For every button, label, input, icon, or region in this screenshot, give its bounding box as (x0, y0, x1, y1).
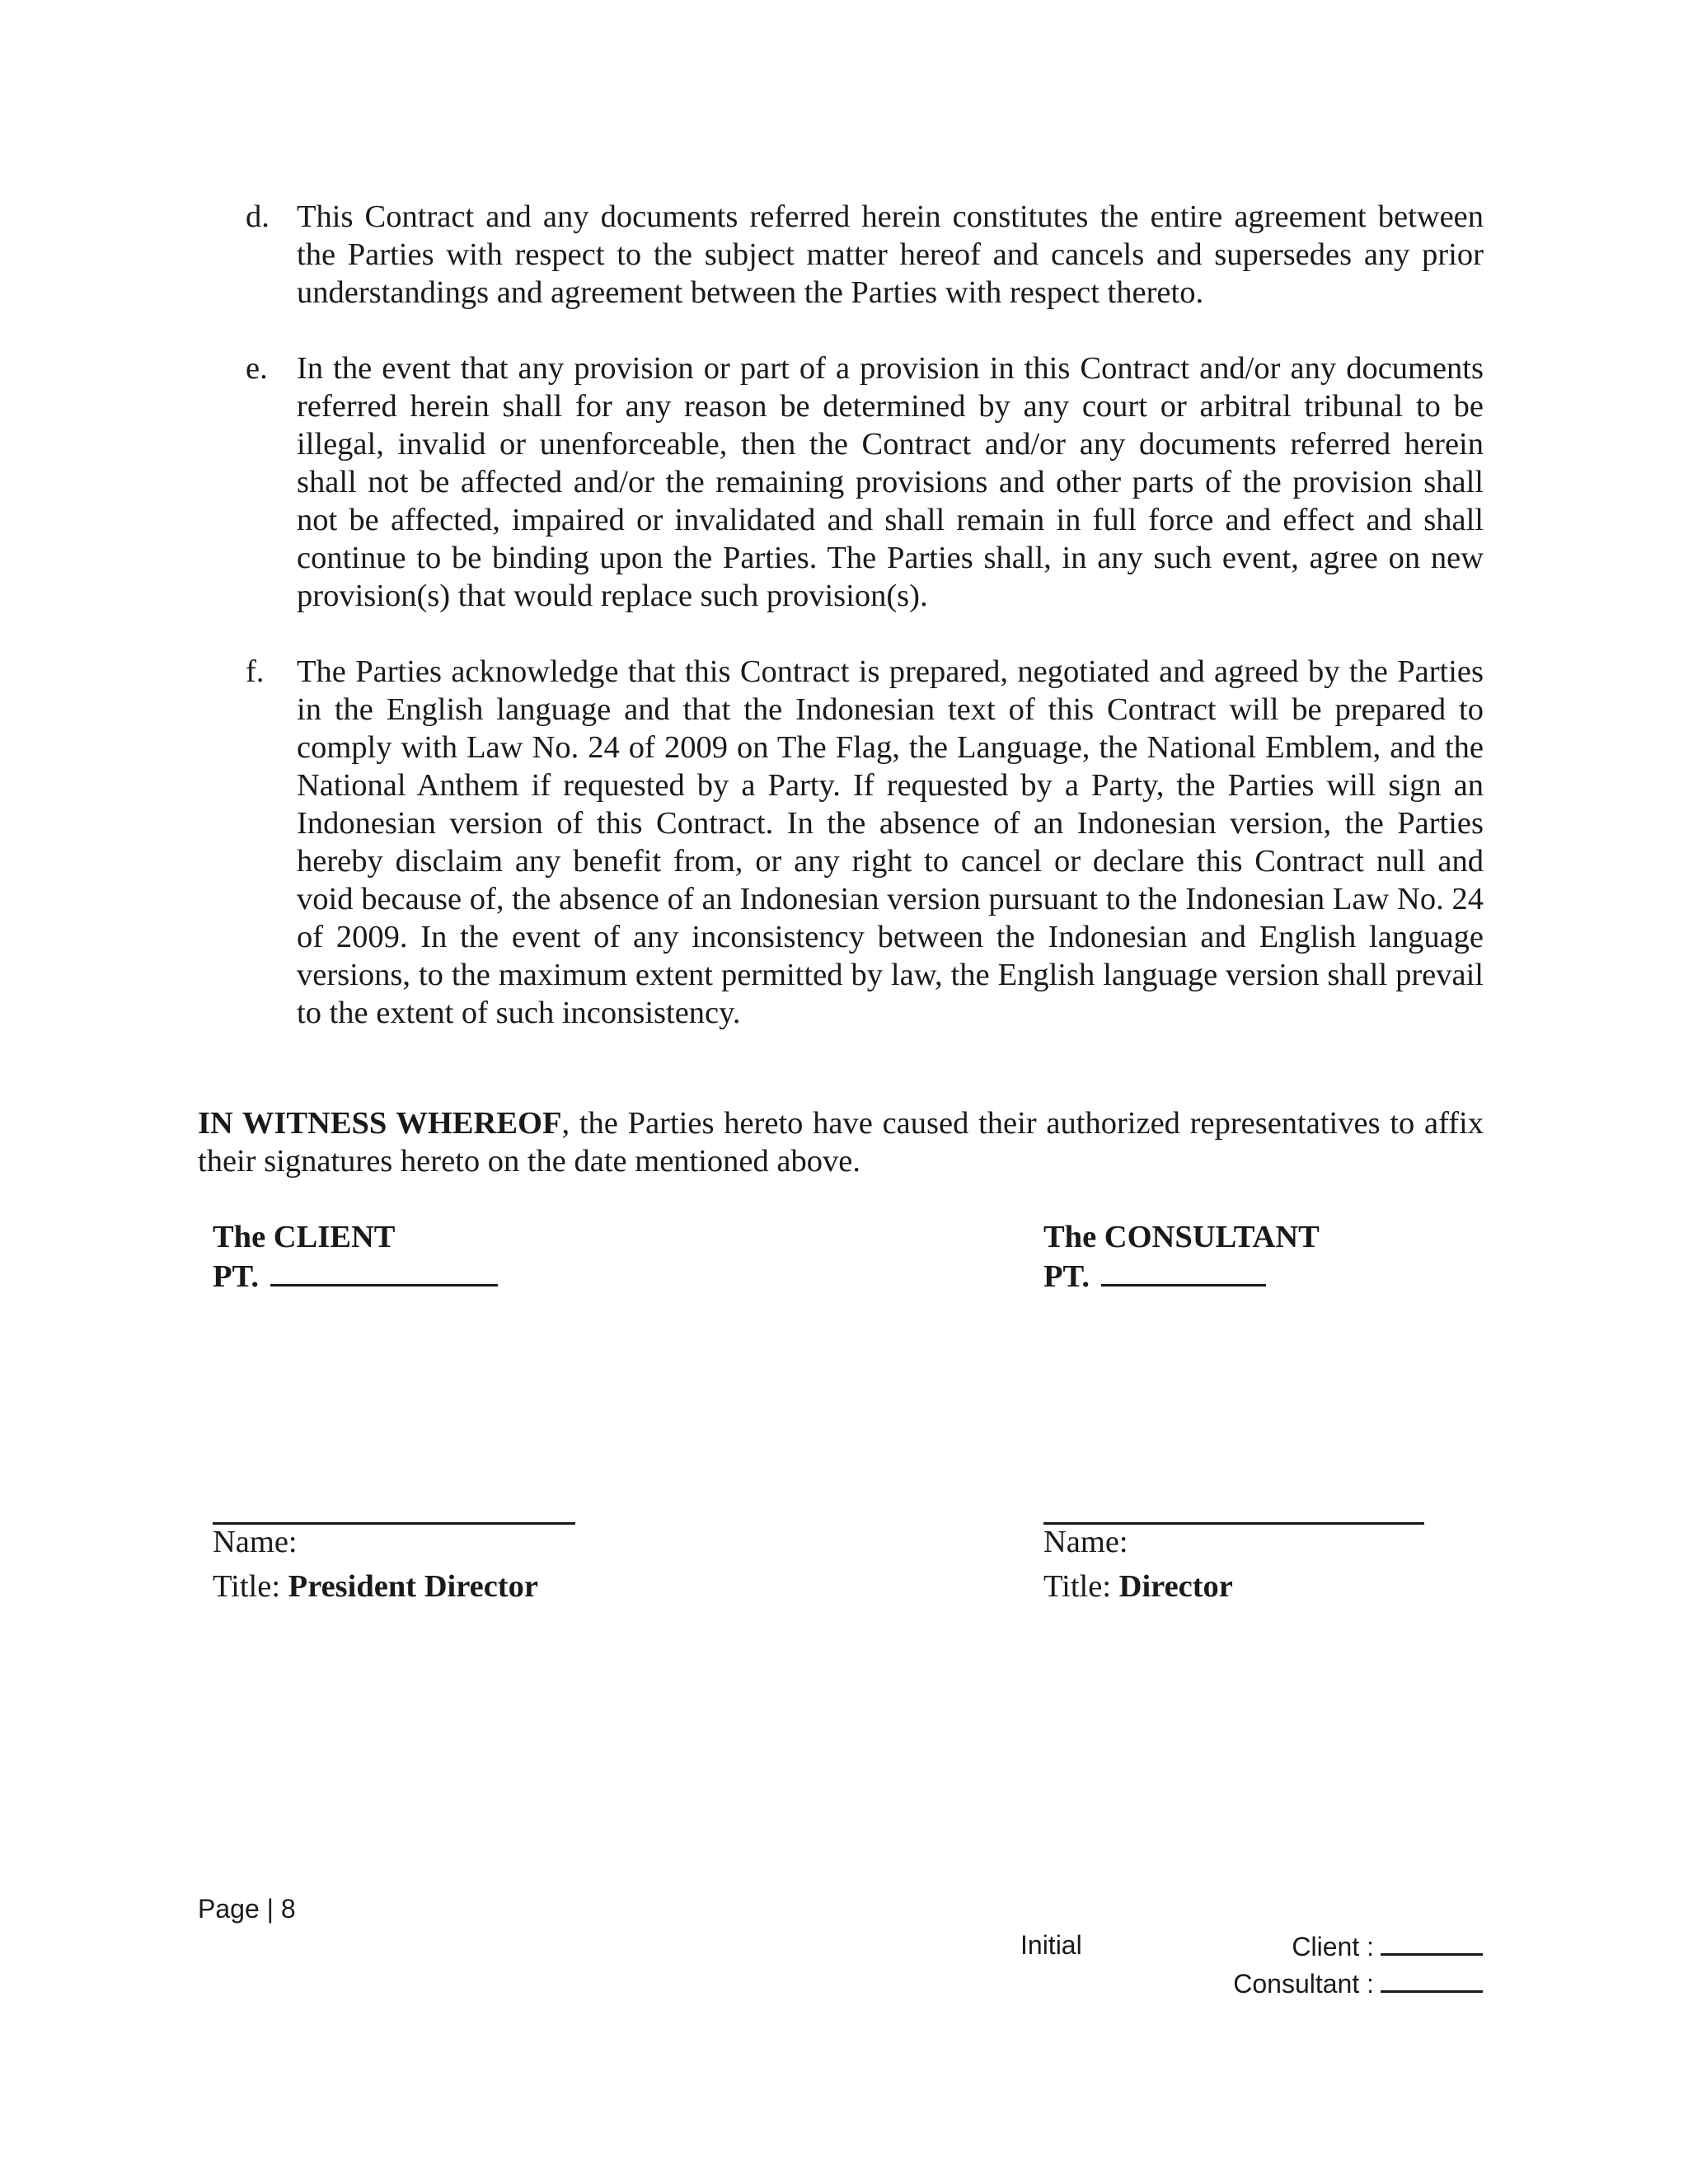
client-company-blank (270, 1256, 498, 1286)
client-signatory (213, 1523, 538, 1612)
initial-consultant-label: Consultant : (1233, 1969, 1374, 1999)
clause-text: The Parties acknowledge that this Contract is prepared, negotiated and agreed by the Parties in the English language and that the Indonesian text of this Contract will be prepared to comply with Law No. 24 of 2009 on The Flag, the Language, the National Emblem, and the National Anthem if requested by a Party. If requested by a Party, the Parties will sign an Indonesian version of this Contract. In the absence of an Indonesian version, the Parties hereby disclaim any benefit from, or any right to cancel or declare this Contract null and void because of, the absence of an Indonesian version pursuant to the Indonesian Law No. 24 of 2009. In the event of any inconsistency between the Indonesian and English language versions, to the maximum extent permitted by law, the English language version shall prevail to the extent of such inconsistency. (297, 654, 1484, 1030)
consultant-company-blank (1101, 1256, 1266, 1286)
clause-f (246, 653, 1484, 1032)
consultant-party-block (1043, 1218, 1320, 1296)
initial-label: Initial (1020, 1930, 1082, 1960)
initial-client-label: Client : (1292, 1932, 1374, 1961)
initial-consultant-row (1233, 1966, 1483, 2000)
initial-client-row (1292, 1929, 1483, 1963)
client-name-label: Name: (213, 1525, 298, 1559)
client-title-row (213, 1568, 538, 1612)
consultant-company-prefix: PT. (1043, 1259, 1090, 1294)
consultant-title-row (1043, 1568, 1233, 1612)
consultant-title-value: Director (1118, 1569, 1233, 1604)
client-heading: The CLIENT (213, 1220, 396, 1254)
clause-d (246, 198, 1484, 312)
client-party-block (213, 1218, 498, 1296)
page-number: Page | 8 (198, 1894, 296, 1924)
initial-client-blank (1381, 1929, 1483, 1956)
clause-text: This Contract and any documents referred herein constitutes the entire agreement between the Parties with respect to the subject matter hereof and cancels and supersedes any prior understandings and agreement between the Parties with respect thereto. (297, 199, 1484, 310)
witness-paragraph (198, 1104, 1484, 1180)
clause-label: f. (246, 654, 265, 689)
client-title-label: Title: (213, 1569, 281, 1604)
consultant-signatory (1043, 1523, 1233, 1612)
witness-text: , the Parties hereto have caused their authorized representatives to affix their signatures hereto on the date mentioned above. (198, 1106, 1484, 1179)
consultant-title-label: Title: (1043, 1569, 1112, 1604)
consultant-company-line (1043, 1256, 1320, 1296)
witness-lead: IN WITNESS WHEREOF (198, 1106, 562, 1141)
client-company-prefix: PT. (213, 1259, 259, 1294)
initial-consultant-blank (1381, 1966, 1483, 1993)
clause-text: In the event that any provision or part of a provision in this Contract and/or any documents referred herein shall for any reason be determined by any court or arbitral tribunal to be illegal, invalid or unenforceable, then the Contract and/or any documents referred herein shall not be affected and/or the remaining provisions and other parts of the provision shall not be affected, impaired or invalidated and shall remain in full force and effect and shall continue to be binding upon the Parties. The Parties shall, in any such event, agree on new provision(s) that would replace such provision(s). (297, 351, 1484, 613)
clause-label: d. (246, 199, 270, 234)
consultant-name-label: Name: (1043, 1525, 1128, 1559)
consultant-heading: The CONSULTANT (1043, 1220, 1320, 1254)
client-title-value: President Director (288, 1569, 538, 1604)
clause-e (246, 349, 1484, 615)
client-company-line (213, 1256, 498, 1296)
clause-label: e. (246, 351, 268, 386)
